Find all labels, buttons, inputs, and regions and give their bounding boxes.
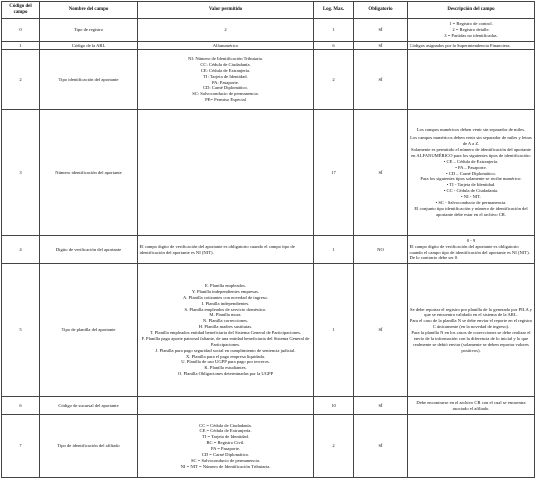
table-row <box>2 110 535 236</box>
table-row <box>2 236 535 264</box>
cell-nombre: Tipo de planilla del aportante <box>40 264 138 397</box>
valor-line: CE: Cédula de Extranjería. <box>200 67 251 73</box>
valor-line: U. Planilla de uso UGPP para pago por terceros. <box>181 359 270 365</box>
valor-line: A. Planilla cotizantes con novedad de ingreso. <box>183 294 268 300</box>
cell-nombre: Digito de verificación del aportante <box>40 236 138 264</box>
cell-desc <box>408 397 535 415</box>
valor-line: F. Planilla pago aporte patronal faltante, de una entidad beneficiaria del Sistema General de Participaciones. <box>141 335 310 347</box>
cell-valor: Alfanumérico <box>138 42 314 50</box>
cell-desc <box>408 50 535 110</box>
desc-line: Se debe reportar el registro por planilla de lo generado por PILA y que se encuentra validado en el sistema de la ARL. <box>410 306 532 318</box>
desc-line: 3 = Partidas no identificadas. <box>444 32 498 38</box>
cell-long: 1 <box>314 19 354 42</box>
desc-line: • CE – Cédula de Extranjería. <box>443 158 499 164</box>
field-spec-table <box>1 1 535 478</box>
cell-valor <box>138 397 314 415</box>
cell-codigo: 1 <box>2 42 40 50</box>
desc-line: Los campos numéricos deben venir sin separador de miles y letras de A a Z. <box>410 135 532 147</box>
desc-line: Para el caso de la planilla N se debe enviar el reporte en el registro C únicamente (en la novedad de ingreso). <box>409 318 533 330</box>
desc-line: 2 = Registro detalle. <box>452 27 490 33</box>
desc-line: Códigos asignados por la Superintendencia Financiera. <box>409 42 511 48</box>
cell-oblig: SÍ <box>354 264 408 397</box>
valor-line: PA = Pasaporte. <box>210 446 241 451</box>
valor-line: S. Planilla empleados de servicio doméstico. <box>184 306 267 312</box>
cell-oblig: SÍ <box>354 397 408 415</box>
valor-line: I. Planilla independientes. <box>201 300 250 306</box>
desc-line: Los campos numéricos deben venir sin separador de miles. <box>416 127 526 133</box>
valor-line: T. Planilla empleados entidad beneficiaria del Sistema General de Participaciones. <box>149 330 302 335</box>
valor-line: CD = Carné Diplomático. <box>201 451 250 457</box>
valor-line: RC = Registro Civil. <box>206 440 245 446</box>
table-row <box>2 50 535 110</box>
cell-long: 17 <box>314 110 354 236</box>
valor-line: NI: Número de Identificación Tributaria. <box>188 56 263 61</box>
cell-oblig: SÍ <box>354 19 408 42</box>
valor-line: J. Planilla para pago seguridad social en cumplimiento de sentencia judicial. <box>155 347 296 353</box>
desc-line: • SC - Salvoconducto de permanencia. <box>435 199 507 205</box>
valor-line: M. Planilla mora. <box>209 312 242 318</box>
desc-line: 0 - 9 <box>466 237 476 243</box>
header-valor: Valor permitido <box>138 2 314 19</box>
header-codigo: Código del campo <box>2 2 40 19</box>
cell-nombre: Código de la ARL <box>40 42 138 50</box>
valor-line: CC = Cédula de Ciudadanía. <box>199 422 252 428</box>
cell-desc <box>408 236 535 264</box>
valor-line: E. Planilla empleados. <box>204 283 247 288</box>
header-row <box>2 2 535 19</box>
valor-line: K. Planilla estudiantes. <box>204 365 247 371</box>
table-row <box>2 415 535 478</box>
valor-line: CC: Cédula de Ciudadanía. <box>200 61 251 67</box>
valor-line: H. Planilla madres sustitutas. <box>198 324 253 330</box>
cell-long: 2 <box>314 50 354 110</box>
header-oblig: Obligatorio <box>354 2 408 19</box>
valor-text: El campo digito de verificación del aportante es obligatorio cuando el campo tipo de identificación del aportante es NI (NIT). <box>139 243 295 255</box>
valor-line: PA: Pasaporte. <box>212 79 239 85</box>
table-row <box>2 19 535 42</box>
cell-codigo: 2 <box>2 50 40 110</box>
cell-valor <box>138 110 314 236</box>
valor-line: SC: Salvoconducto de permanencia. <box>192 91 259 97</box>
header-long: Log. Max. <box>314 2 354 19</box>
valor-line: O. Planilla Obligaciones determinadas por la UGPP <box>177 371 274 377</box>
valor-line: TI = Tarjeta de Identidad. <box>202 434 249 440</box>
valor-line: X. Planilla para el pago empresa liquidada. <box>185 353 266 359</box>
cell-desc <box>408 110 535 236</box>
desc-line: • PA – Pasaporte. <box>455 164 487 170</box>
desc-line: • NI - NIT. <box>461 194 481 200</box>
cell-oblig: SÍ <box>354 415 408 478</box>
valor-line: Y. Planilla independientes empresas. <box>191 288 260 294</box>
cell-codigo: 0 <box>2 19 40 42</box>
cell-nombre: Tipo identificación del aportante <box>40 50 138 110</box>
cell-valor <box>138 50 314 110</box>
cell-codigo: 4 <box>2 236 40 264</box>
valor-line: NI = NIT = Número de Identificación Tributaria. <box>180 463 271 469</box>
valor-line: PE= Permiso Especial <box>205 97 246 103</box>
desc-line: • TI - Tarjeta de Identidad. <box>446 182 496 188</box>
table-row <box>2 264 535 397</box>
cell-long: 6 <box>314 42 354 50</box>
cell-codigo: 7 <box>2 415 40 478</box>
desc-line: 1 = Registro de control. <box>449 21 493 27</box>
desc-line: El conjunto tipo identificación y número de identificación del aportante debe estar en el archivo CR. <box>414 205 528 217</box>
cell-long: 2 <box>314 415 354 478</box>
cell-desc <box>408 264 535 397</box>
valor-line: CE = Cédula de Extranjería. <box>199 428 252 434</box>
cell-desc <box>408 42 535 50</box>
cell-valor <box>138 236 314 264</box>
valor-line: SC = Salvoconducto de permanencia. <box>190 457 261 463</box>
table-row <box>2 42 535 50</box>
valor-line: CD: Carné Diplomático. <box>202 85 249 91</box>
cell-long: 1 <box>314 236 354 264</box>
cell-oblig: SÍ <box>354 42 408 50</box>
cell-oblig: SÍ <box>354 110 408 236</box>
header-nombre: Nombre del campo <box>40 2 138 19</box>
desc-line: Debe encontrarse en el archivo CR con el cual se encuentra asociado el afiliado. <box>416 399 526 411</box>
cell-oblig: NO <box>354 236 408 264</box>
cell-long: 10 <box>314 397 354 415</box>
cell-codigo: 5 <box>2 264 40 397</box>
desc-line: Para los siguientes tipos solamente se recibe numérico: <box>420 176 522 182</box>
header-desc: Descripción del campo <box>408 2 535 19</box>
cell-valor <box>138 264 314 397</box>
cell-desc <box>408 19 535 42</box>
cell-nombre: Código de sucursal del aportante <box>40 397 138 415</box>
valor-line: TI: Tarjeta de Identidad. <box>203 73 248 79</box>
cell-valor <box>138 415 314 478</box>
cell-valor: 2 <box>138 19 314 42</box>
valor-line: N. Planilla correcciones. <box>202 318 249 324</box>
cell-desc <box>408 415 535 478</box>
cell-oblig: SÍ <box>354 50 408 110</box>
cell-nombre: Tipo de registro <box>40 19 138 42</box>
cell-codigo: 3 <box>2 110 40 236</box>
cell-nombre: Número identificación del aportante <box>40 110 138 236</box>
desc-line: Para la planilla N en los casos de correcciones se debe realizar el envío de la información con la diferencia de lo inicial y lo que realmente se debió enviar (solamente se deben reportar valores positivos). <box>411 330 531 353</box>
desc-line: El campo digito de verificación del aportante es obligatorio cuando el campo tipo de identificación del aportante es NI (NIT). De lo contrario debe ser 0. <box>409 243 530 261</box>
cell-nombre: Tipo de identificación del afiliado <box>40 415 138 478</box>
cell-codigo: 6 <box>2 397 40 415</box>
desc-line: • CC - Cédula de Ciudadanía. <box>443 188 499 194</box>
desc-line: Solamente es permitido el número de identificación del aportante en ALFANUMÉRICO para los siguientes tipos de identificación: <box>411 147 531 158</box>
desc-line: • CD – Carné Diplomático. <box>446 170 496 176</box>
table-row <box>2 397 535 415</box>
cell-long: 1 <box>314 264 354 397</box>
